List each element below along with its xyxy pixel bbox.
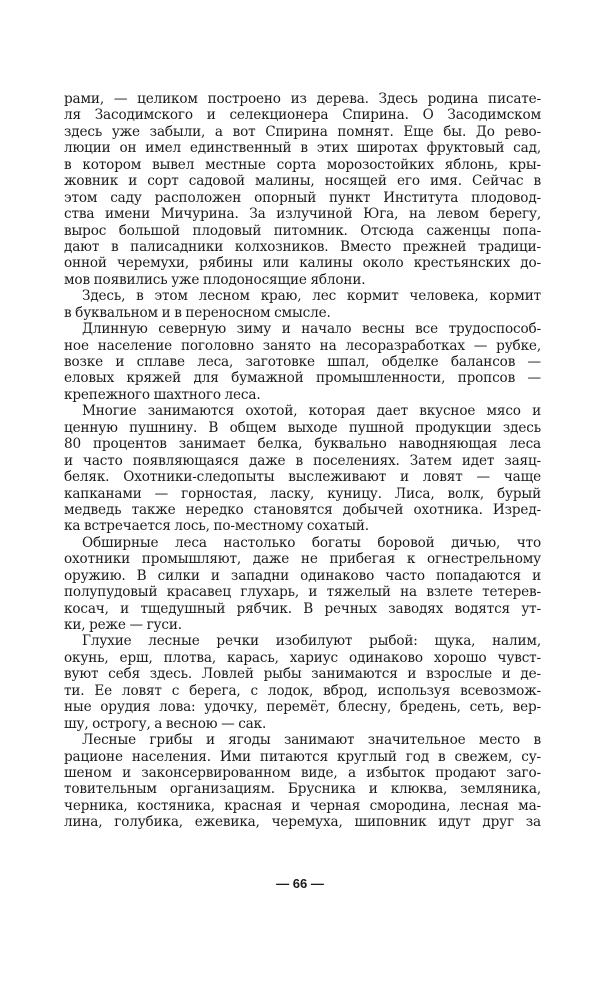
text-line: беляк. Охотники-следопыты выслеживают и ловят — чаще bbox=[64, 469, 541, 486]
text-line: вырос большой плодовый питомник. Отсюда саженцы попа- bbox=[64, 222, 541, 239]
text-line: ства имени Мичурина. За излучиной Юга, на левом берегу, bbox=[64, 206, 541, 223]
text-line: ти. Ее ловят с берега, с лодок, вброд, используя всевозмож- bbox=[64, 682, 541, 699]
text-line: в буквальном и в переносном смысле. bbox=[64, 304, 331, 321]
text-line: рационе населения. Ими питаются круглый год в свежем, су- bbox=[64, 748, 541, 765]
page-body bbox=[64, 91, 541, 831]
paragraph bbox=[64, 403, 541, 535]
text-line: этом саду расположен опорный пункт Института плодовод- bbox=[64, 189, 541, 206]
text-line: ка встречается лось, по-местному сохатый. bbox=[64, 518, 369, 535]
paragraph bbox=[64, 732, 541, 831]
text-line: рами, — целиком построено из дерева. Здесь родина писате- bbox=[64, 91, 541, 107]
text-line: Обширные леса настолько богаты боровой дичью, что bbox=[82, 534, 541, 551]
text-line: окунь, ерш, плотва, карась, хариус одинаково хорошо чувст- bbox=[64, 649, 541, 666]
text-line: люции он имел единственный в этих широтах фруктовый сад, bbox=[64, 140, 541, 157]
text-line: ки, реже — гуси. bbox=[64, 617, 182, 633]
text-line: Здесь, в этом лесном краю, лес кормит человека, кормит bbox=[82, 288, 541, 305]
text-line: ные орудия лова: удочку, перемёт, блесну, бредень, сеть, вер- bbox=[64, 699, 541, 716]
text-line: ное население поголовно занято на лесоразработках — рубке, bbox=[64, 337, 541, 354]
text-line: шеном и законсервированном виде, а избыток продают заго- bbox=[64, 764, 541, 781]
paragraph bbox=[64, 91, 541, 288]
text-line: крепежного шахтного леса. bbox=[64, 386, 261, 403]
text-line: в котором вывел местные сорта морозостойких яблонь, кры- bbox=[64, 156, 541, 173]
text-line: Длинную северную зиму и начало весны все трудоспособ- bbox=[82, 321, 541, 338]
text-line: лина, голубика, ежевика, черемуха, шиповник идут друг за bbox=[64, 814, 541, 831]
text-line: дают в палисадники колхозников. Вместо прежней традици- bbox=[64, 238, 541, 255]
text-line: 80 процентов занимает белка, буквально наводняющая леса bbox=[64, 436, 541, 453]
paragraph bbox=[64, 633, 541, 732]
text-line: Глухие лесные речки изобилуют рыбой: щука, налим, bbox=[82, 633, 541, 650]
text-line: шу, острогу, а весною — сак. bbox=[64, 715, 267, 732]
text-line: товительным организациям. Брусника и клюква, земляника, bbox=[64, 781, 541, 798]
page-number: — 66 — bbox=[276, 876, 324, 891]
paragraph bbox=[64, 535, 541, 634]
text-line: ценную пушнину. В общем выходе пушной продукции здесь bbox=[64, 419, 541, 436]
text-line: черника, костяника, красная и черная смородина, лесная ма- bbox=[64, 797, 541, 814]
text-line: капканами — горностая, ласку, куницу. Лиса, волк, бурый bbox=[64, 485, 541, 502]
text-line: вуют себя здесь. Ловлей рыбы занимаются и взрослые и де- bbox=[64, 666, 541, 683]
text-line: Лесные грибы и ягоды занимают значительное место в bbox=[82, 732, 541, 749]
text-line: охотники промышляют, даже не прибегая к огнестрельному bbox=[64, 551, 541, 568]
text-line: здесь уже забыли, а вот Спирина помнят. Еще бы. До рево- bbox=[64, 123, 541, 140]
paragraph bbox=[64, 321, 541, 403]
text-line: мов появились уже плодоносящие яблони. bbox=[64, 271, 366, 288]
text-line: и часто появляющаяся даже в поселениях. Затем идет заяц- bbox=[64, 452, 541, 469]
text-line: возке и сплаве леса, заготовке шпал, обделке балансов — bbox=[64, 354, 541, 370]
text-line: еловых кряжей для бумажной промышленности, пропсов — bbox=[64, 370, 541, 387]
text-line: жовник и сорт садовой малины, носящей его имя. Сейчас в bbox=[64, 173, 541, 190]
text-line: оружию. В силки и западни одинаково часто попадаются и bbox=[64, 567, 541, 584]
text-line: ля Засодимского и селекционера Спирина. О Засодимском bbox=[64, 107, 541, 124]
text-line: косач, и тщедушный рябчик. В речных заводях водятся ут- bbox=[64, 600, 541, 617]
text-line: полупудовый красавец глухарь, и тяжелый на взлете тетерев- bbox=[64, 584, 541, 601]
text-line: медведь также нередко становятся добычей охотника. Изред- bbox=[64, 501, 541, 518]
text-line: онной черемухи, рябины или калины около крестьянских до- bbox=[64, 255, 541, 272]
text-line: Многие занимаются охотой, которая дает вкусное мясо и bbox=[82, 403, 541, 420]
paragraph bbox=[64, 288, 541, 321]
